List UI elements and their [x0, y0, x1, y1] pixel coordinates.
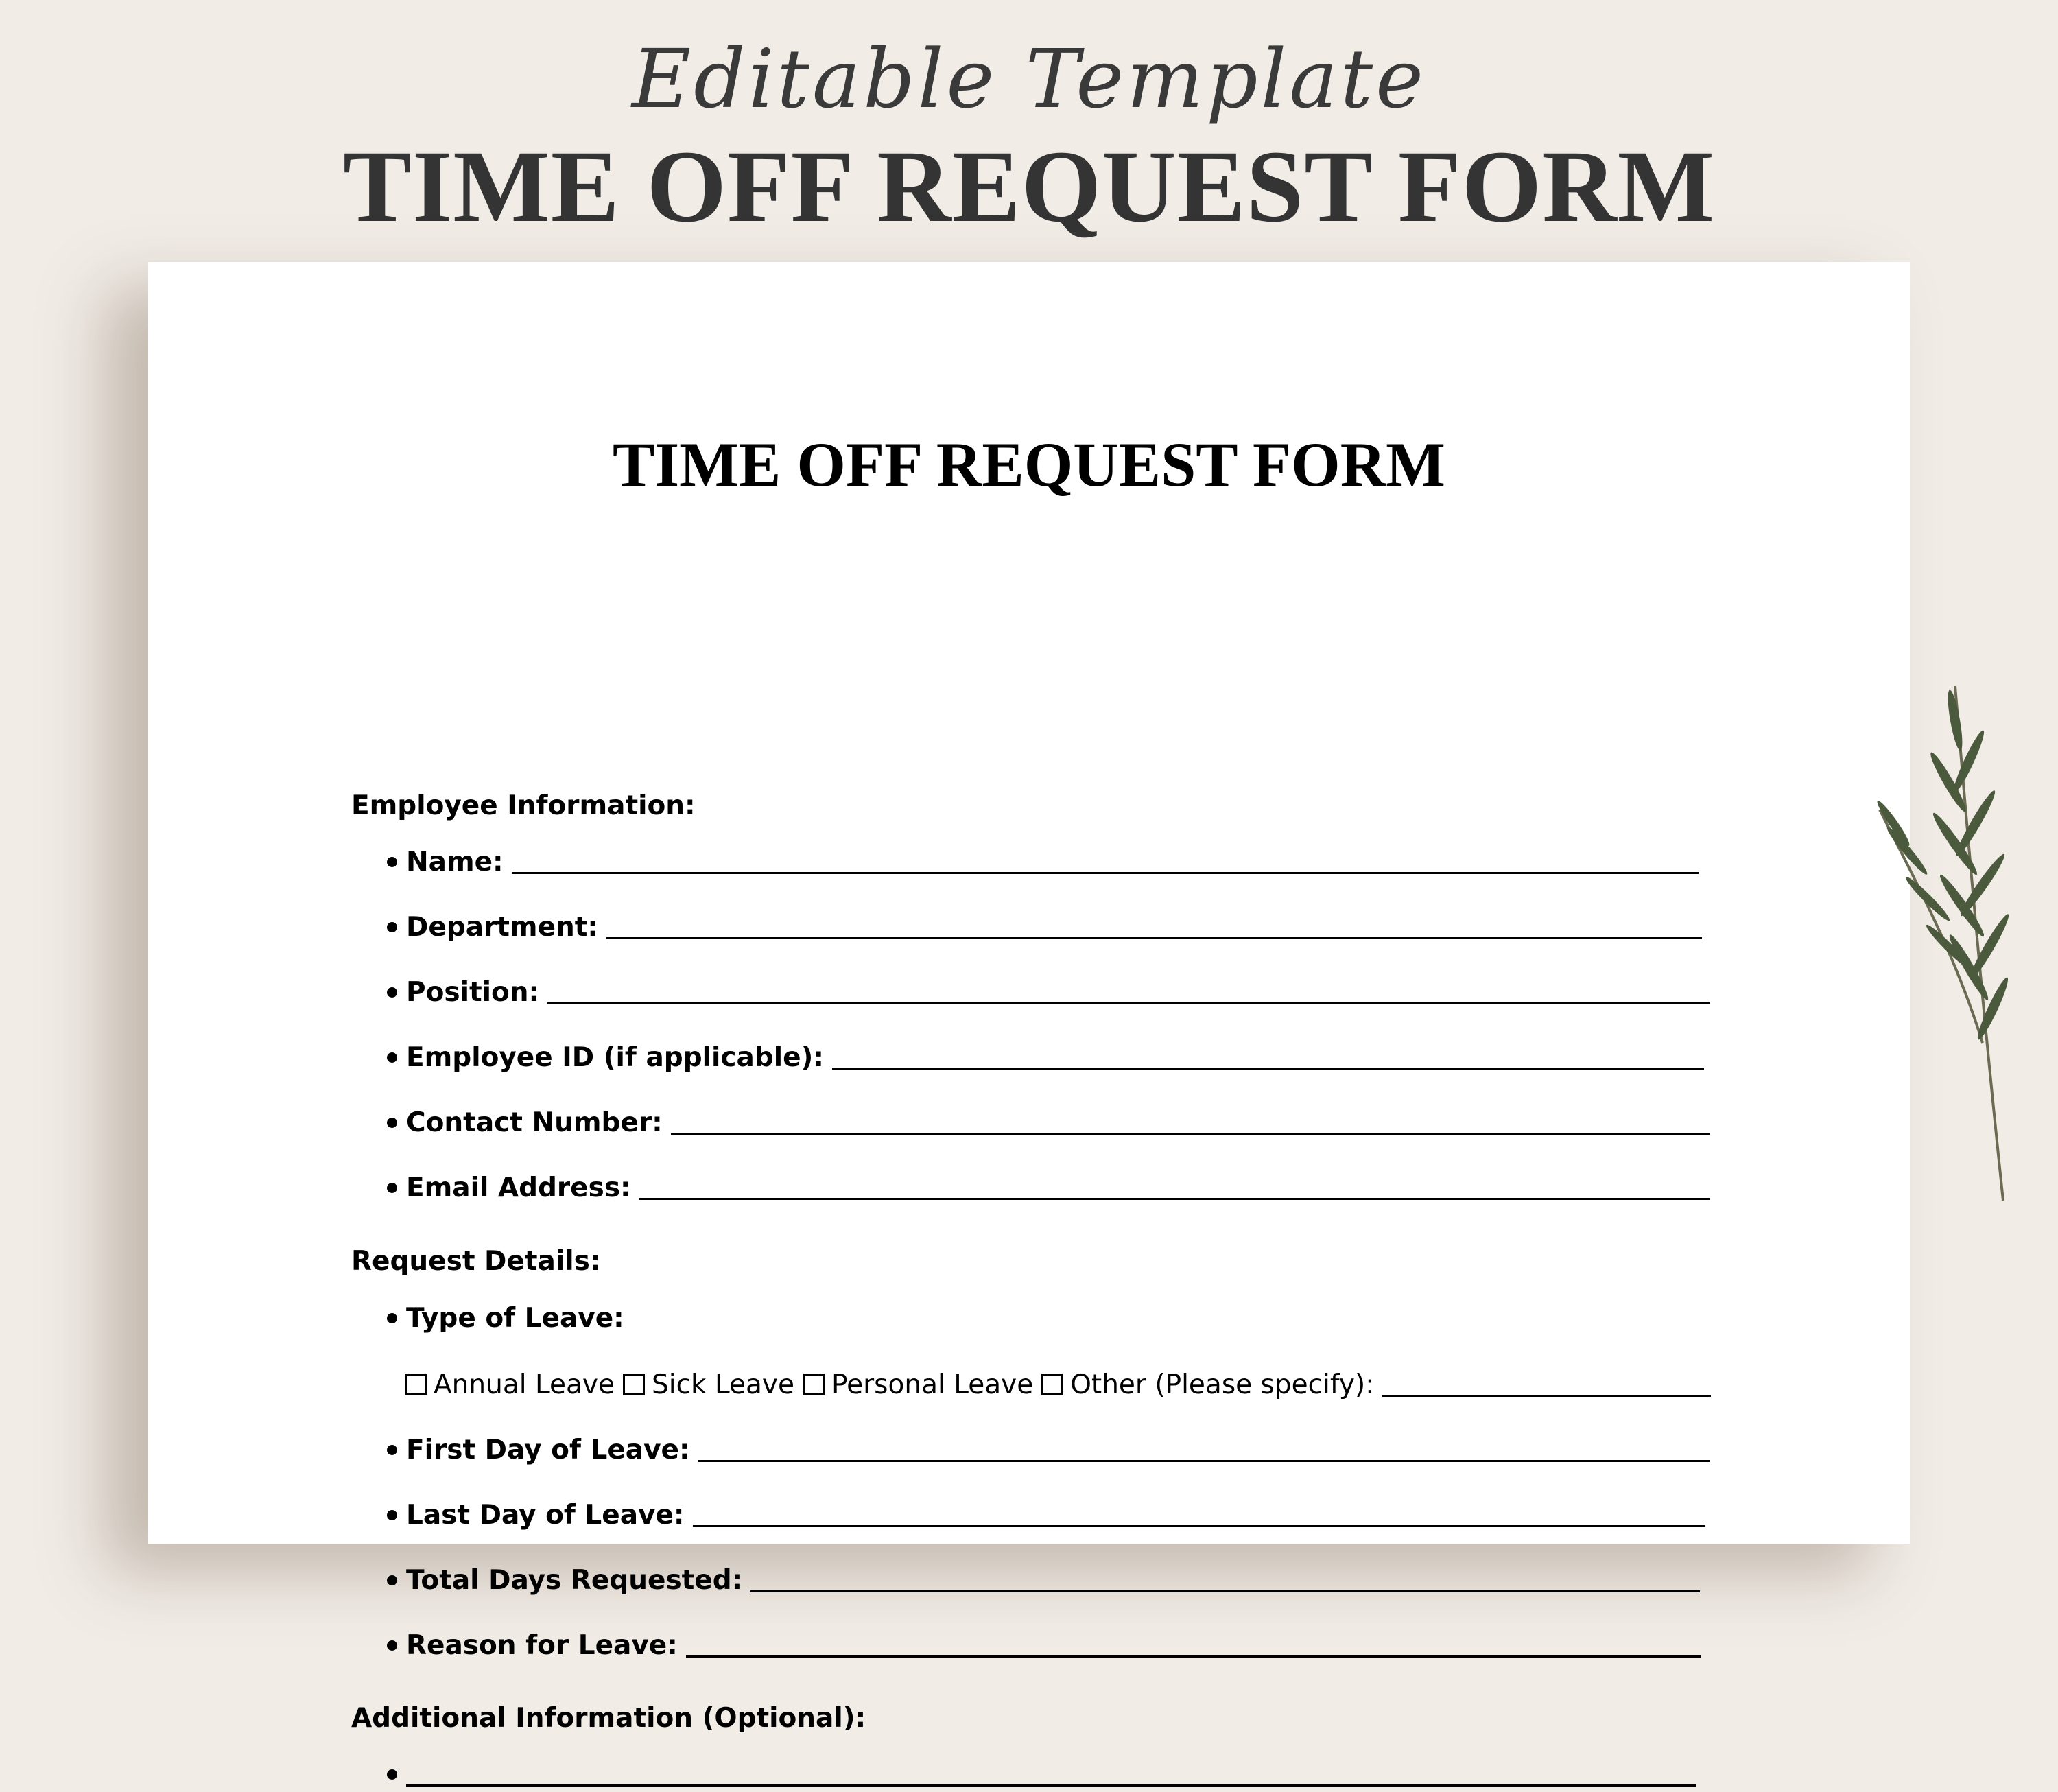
- field-label: Total Days Requested:: [406, 1565, 743, 1596]
- field-label: Employee ID (if applicable):: [406, 1042, 824, 1073]
- field-type-of-leave: [406, 1295, 632, 1336]
- bullet-icon: [387, 1575, 397, 1585]
- banner-script-heading: Editable Template: [632, 32, 1426, 126]
- banner-heading: TIME OFF REQUEST FORM: [342, 130, 1716, 244]
- additional-info-input-line[interactable]: [406, 1784, 1696, 1787]
- field-department: [406, 904, 1702, 945]
- form-title: TIME OFF REQUEST FORM: [613, 429, 1445, 499]
- field-label: First Day of Leave:: [406, 1435, 690, 1465]
- bullet-icon: [387, 1769, 397, 1780]
- checkbox-annual-leave[interactable]: [405, 1374, 427, 1395]
- checkbox-other[interactable]: [1041, 1374, 1063, 1395]
- email-address-input-line[interactable]: [639, 1197, 1710, 1200]
- contact-number-input-line[interactable]: [671, 1132, 1710, 1135]
- bullet-icon: [387, 1313, 397, 1323]
- position-input-line[interactable]: [547, 1002, 1710, 1004]
- field-label: Reason for Leave:: [406, 1630, 678, 1661]
- field-label: Last Day of Leave:: [406, 1500, 685, 1531]
- field-label: Position:: [406, 977, 540, 1008]
- field-total-days: [406, 1557, 1700, 1598]
- last-day-input-line[interactable]: [693, 1524, 1705, 1527]
- field-label: Email Address:: [406, 1172, 631, 1203]
- field-label: Department:: [406, 912, 599, 943]
- form-page: [148, 262, 1910, 1734]
- bullet-icon: [387, 1640, 397, 1651]
- bullet-icon: [387, 1118, 397, 1128]
- bullet-icon: [387, 1445, 397, 1455]
- section-employee-information: Employee Information:: [351, 790, 696, 821]
- option-label: Annual Leave: [434, 1369, 615, 1400]
- field-label: Type of Leave:: [406, 1303, 624, 1334]
- employee-id-input-line[interactable]: [832, 1067, 1704, 1070]
- section-request-details: Request Details:: [351, 1246, 601, 1277]
- checkbox-sick-leave[interactable]: [623, 1374, 645, 1395]
- field-additional-line: [406, 1751, 1696, 1792]
- leave-type-options: [405, 1361, 1711, 1402]
- rosemary-sprig-icon: [1852, 659, 2058, 1207]
- option-label: Personal Leave: [831, 1369, 1034, 1400]
- field-label: Contact Number:: [406, 1107, 663, 1138]
- bullet-icon: [387, 987, 397, 998]
- field-first-day: [406, 1426, 1710, 1467]
- name-input-line[interactable]: [512, 871, 1699, 874]
- field-last-day: [406, 1492, 1705, 1533]
- department-input-line[interactable]: [606, 936, 1702, 939]
- option-label: Sick Leave: [651, 1369, 795, 1400]
- bullet-icon: [387, 922, 397, 932]
- checkbox-personal-leave[interactable]: [803, 1374, 825, 1395]
- section-additional-information: Additional Information (Optional):: [351, 1703, 866, 1734]
- bullet-icon: [387, 857, 397, 867]
- other-specify-input-line[interactable]: [1382, 1394, 1711, 1397]
- first-day-input-line[interactable]: [698, 1459, 1710, 1462]
- total-days-input-line[interactable]: [750, 1590, 1700, 1592]
- reason-input-line[interactable]: [686, 1655, 1701, 1658]
- field-contact-number: [406, 1099, 1710, 1140]
- bullet-icon: [387, 1052, 397, 1063]
- bullet-icon: [387, 1183, 397, 1193]
- field-label: Name:: [406, 847, 504, 877]
- field-position: [406, 969, 1710, 1010]
- field-name: [406, 838, 1699, 880]
- field-email-address: [406, 1164, 1710, 1205]
- bullet-icon: [387, 1510, 397, 1520]
- field-employee-id: [406, 1034, 1704, 1075]
- option-label: Other (Please specify):: [1070, 1369, 1375, 1400]
- field-reason: [406, 1622, 1701, 1663]
